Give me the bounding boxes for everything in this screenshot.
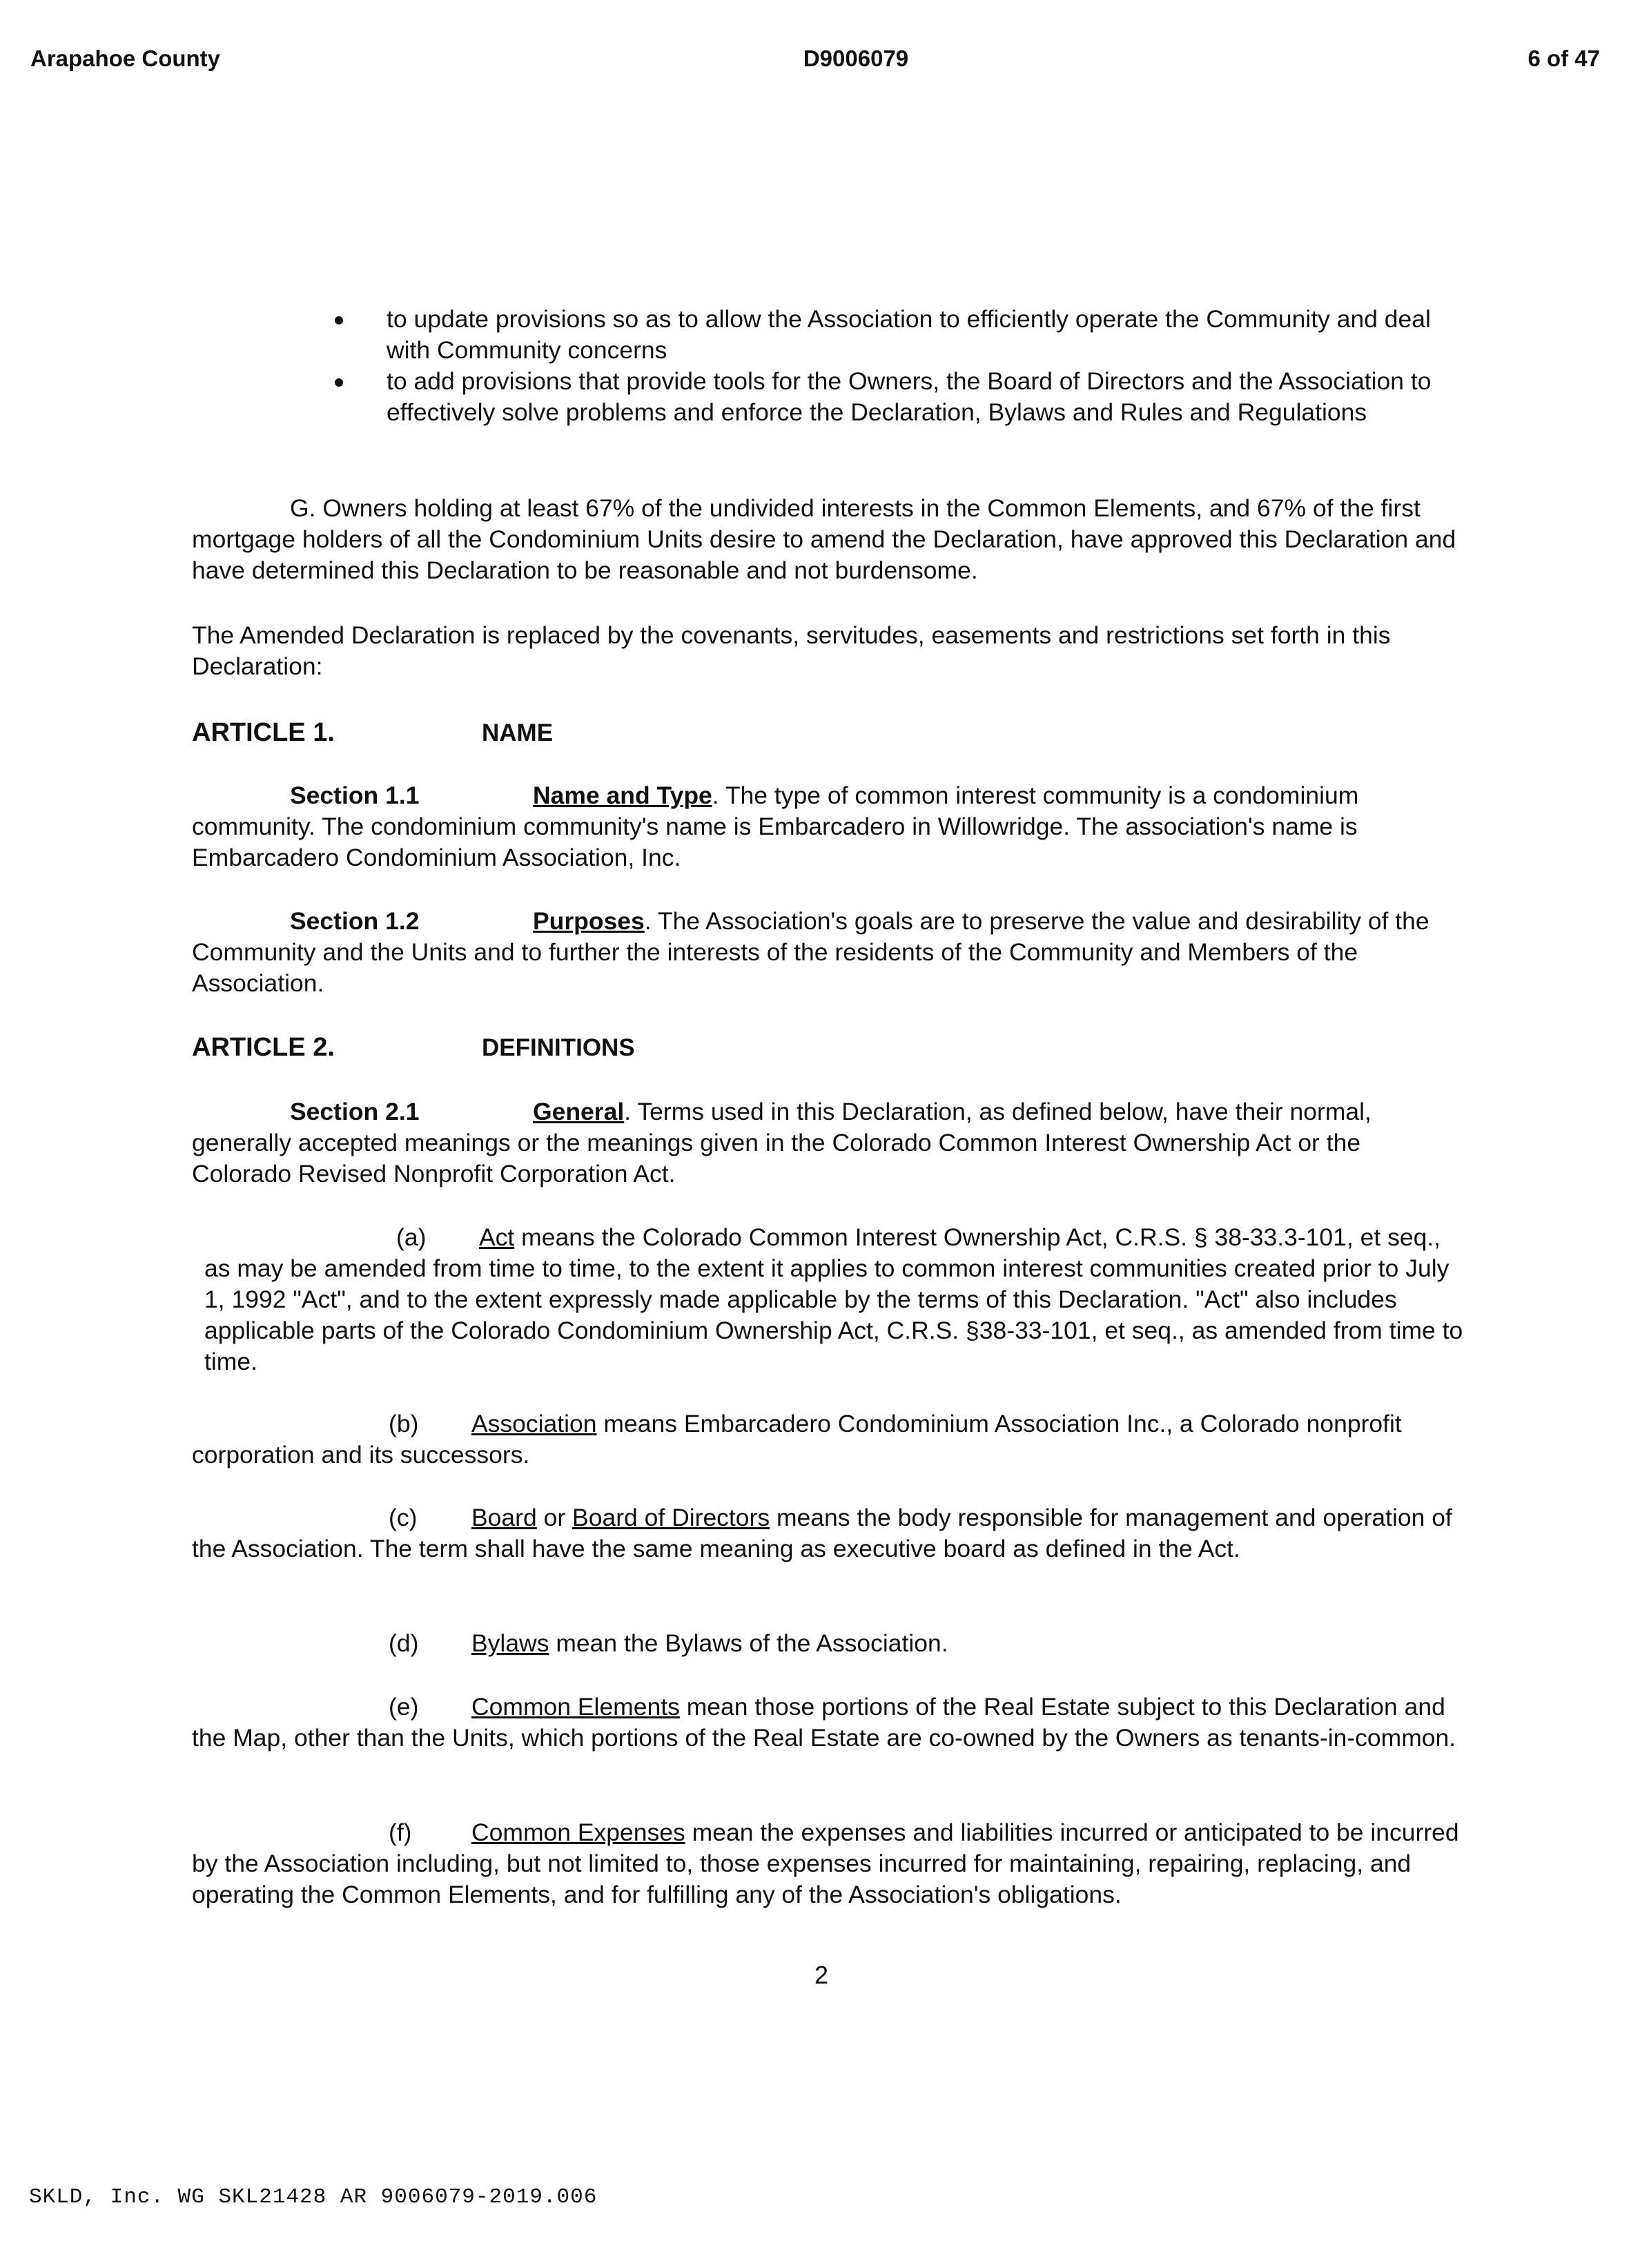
definition-term: Bylaws <box>471 1629 549 1657</box>
bullet-dot-icon <box>335 316 343 324</box>
definition-term-alt: Board of Directors <box>572 1504 770 1531</box>
article-1-heading <box>192 718 553 748</box>
definition-text: mean those portions of the Real Estate subject to this Declaration and the Map, other than the Units, which portions of the Real Estate are co-owned by the Owners as tenants-in-common. <box>192 1693 1456 1752</box>
article-title: DEFINITIONS <box>482 1034 635 1061</box>
footer-recording-stamp: SKLD, Inc. WG SKL21428 AR 9006079-2019.006 <box>29 2185 598 2209</box>
bullet-item <box>335 366 1467 428</box>
definition-c <box>192 1502 1462 1564</box>
definition-label: (e) <box>389 1693 419 1721</box>
definition-e <box>192 1692 1462 1754</box>
definition-f <box>192 1817 1462 1910</box>
section-title: General <box>533 1098 625 1125</box>
page-number: 2 <box>814 1961 829 1989</box>
definition-text: mean the expenses and liabilities incurred or anticipated to be incurred by the Association including, but not limited to, those expenses incurred for maintaining, repairing, replacing, and operating the Common Elements, and for fulfilling any of the Association's obligations. <box>192 1819 1459 1908</box>
definition-label: (f) <box>389 1819 412 1846</box>
definition-label: (c) <box>389 1504 418 1531</box>
definition-text: means the Colorado Common Interest Ownership Act, C.R.S. § 38-33.3-101, et seq., as may be amended from time to time, to the extent it applies to common interest communities created prior to July 1, 1992 "Act", and to the extent expressly made applicable by the terms of this Declaration. "Act" also includes applicable parts of the Colorado Condominium Ownership Act, C.R.S. §38-33-101, et seq., as amended from time to time. <box>204 1223 1463 1375</box>
definition-text: means Embarcadero Condominium Association Inc., a Colorado nonprofit corporation and its successors. <box>192 1410 1402 1469</box>
definition-label: (b) <box>389 1410 419 1437</box>
definition-term: Common Elements <box>471 1693 680 1721</box>
recital-bullet-list <box>335 304 1467 428</box>
section-label: Section 1.1 <box>290 782 420 809</box>
bullet-text: to add provisions that provide tools for the Owners, the Board of Directors and the Association to effectively solve problems and enforce the Declaration, Bylaws and Rules and Regulations <box>387 367 1432 426</box>
section-label: Section 2.1 <box>290 1098 420 1125</box>
article-title: NAME <box>482 719 554 746</box>
definition-term: Act <box>479 1223 515 1251</box>
definition-label: (d) <box>389 1629 419 1657</box>
article-number: ARTICLE 1. <box>192 718 335 747</box>
section-1-2: Section 1.2 Purposes. The Association's goals are to preserve the value and desirability of the Community and the Units and to further the interests of the residents of the Community and Members of the Association. <box>192 907 1429 997</box>
definition-connector: or <box>536 1504 573 1531</box>
bullet-text: to update provisions so as to allow the Association to efficiently operate the Community and deal with Community concerns <box>387 305 1431 364</box>
definition-text: mean the Bylaws of the Association. <box>549 1629 948 1657</box>
header-page-count: 6 of 47 <box>1527 46 1600 71</box>
section-1-1: Section 1.1 Name and Type. The type of common interest community is a condominium community. The condominium community's name is Embarcadero in Willowridge. The association's name is Embarcadero Condominium Association, Inc. <box>192 782 1359 871</box>
section-text: The Association's goals are to preserve the value and desirability of the Community and the Units and to further the interests of the residents of the Community and Members of the Association. <box>192 907 1429 997</box>
section-text: The type of common interest community is a condominium community. The condominium community's name is Embarcadero in Willowridge. The association's name is Embarcadero Condominium Association, Inc. <box>192 782 1359 871</box>
definition-b <box>192 1408 1462 1471</box>
definition-term: Association <box>471 1410 597 1437</box>
section-2-1: Section 2.1 General. Terms used in this Declaration, as defined below, have their normal, generally accepted meanings or the meanings given in the Colorado Common Interest Ownership Act or the Colorado Revised Nonprofit Corporation Act. <box>192 1098 1371 1188</box>
header-document-id: D9006079 <box>803 46 909 71</box>
definition-text: means the body responsible for management and operation of the Association. The term shall have the same meaning as executive board as defined in the Act. <box>192 1504 1452 1562</box>
recital-g: G. Owners holding at least 67% of the undivided interests in the Common Elements, and 67% of the first mortgage holders of all the Condominium Units desire to amend the Declaration, have approved this Declaration and have determined this Declaration to be reasonable and not burdensome. <box>192 494 1456 584</box>
article-number: ARTICLE 2. <box>192 1033 335 1062</box>
bullet-item <box>335 304 1467 366</box>
section-text: Terms used in this Declaration, as defined below, have their normal, generally accepted meanings or the meanings given in the Colorado Common Interest Ownership Act or the Colorado Revised Nonprofit Corporation Act. <box>192 1098 1371 1188</box>
definition-term: Common Expenses <box>471 1819 685 1846</box>
definition-label: (a) <box>396 1223 427 1251</box>
section-label: Section 1.2 <box>290 907 420 935</box>
section-title: Name and Type <box>533 782 712 809</box>
article-2-heading <box>192 1033 635 1063</box>
header-county: Arapahoe County <box>30 46 221 71</box>
definition-d <box>192 1628 1462 1659</box>
definition-a <box>204 1222 1463 1377</box>
section-title: Purposes <box>533 907 645 935</box>
bullet-dot-icon <box>335 378 343 387</box>
definition-term: Board <box>471 1504 537 1531</box>
intro-paragraph: The Amended Declaration is replaced by the covenants, servitudes, easements and restrictions set forth in this Declaration: <box>192 621 1391 680</box>
